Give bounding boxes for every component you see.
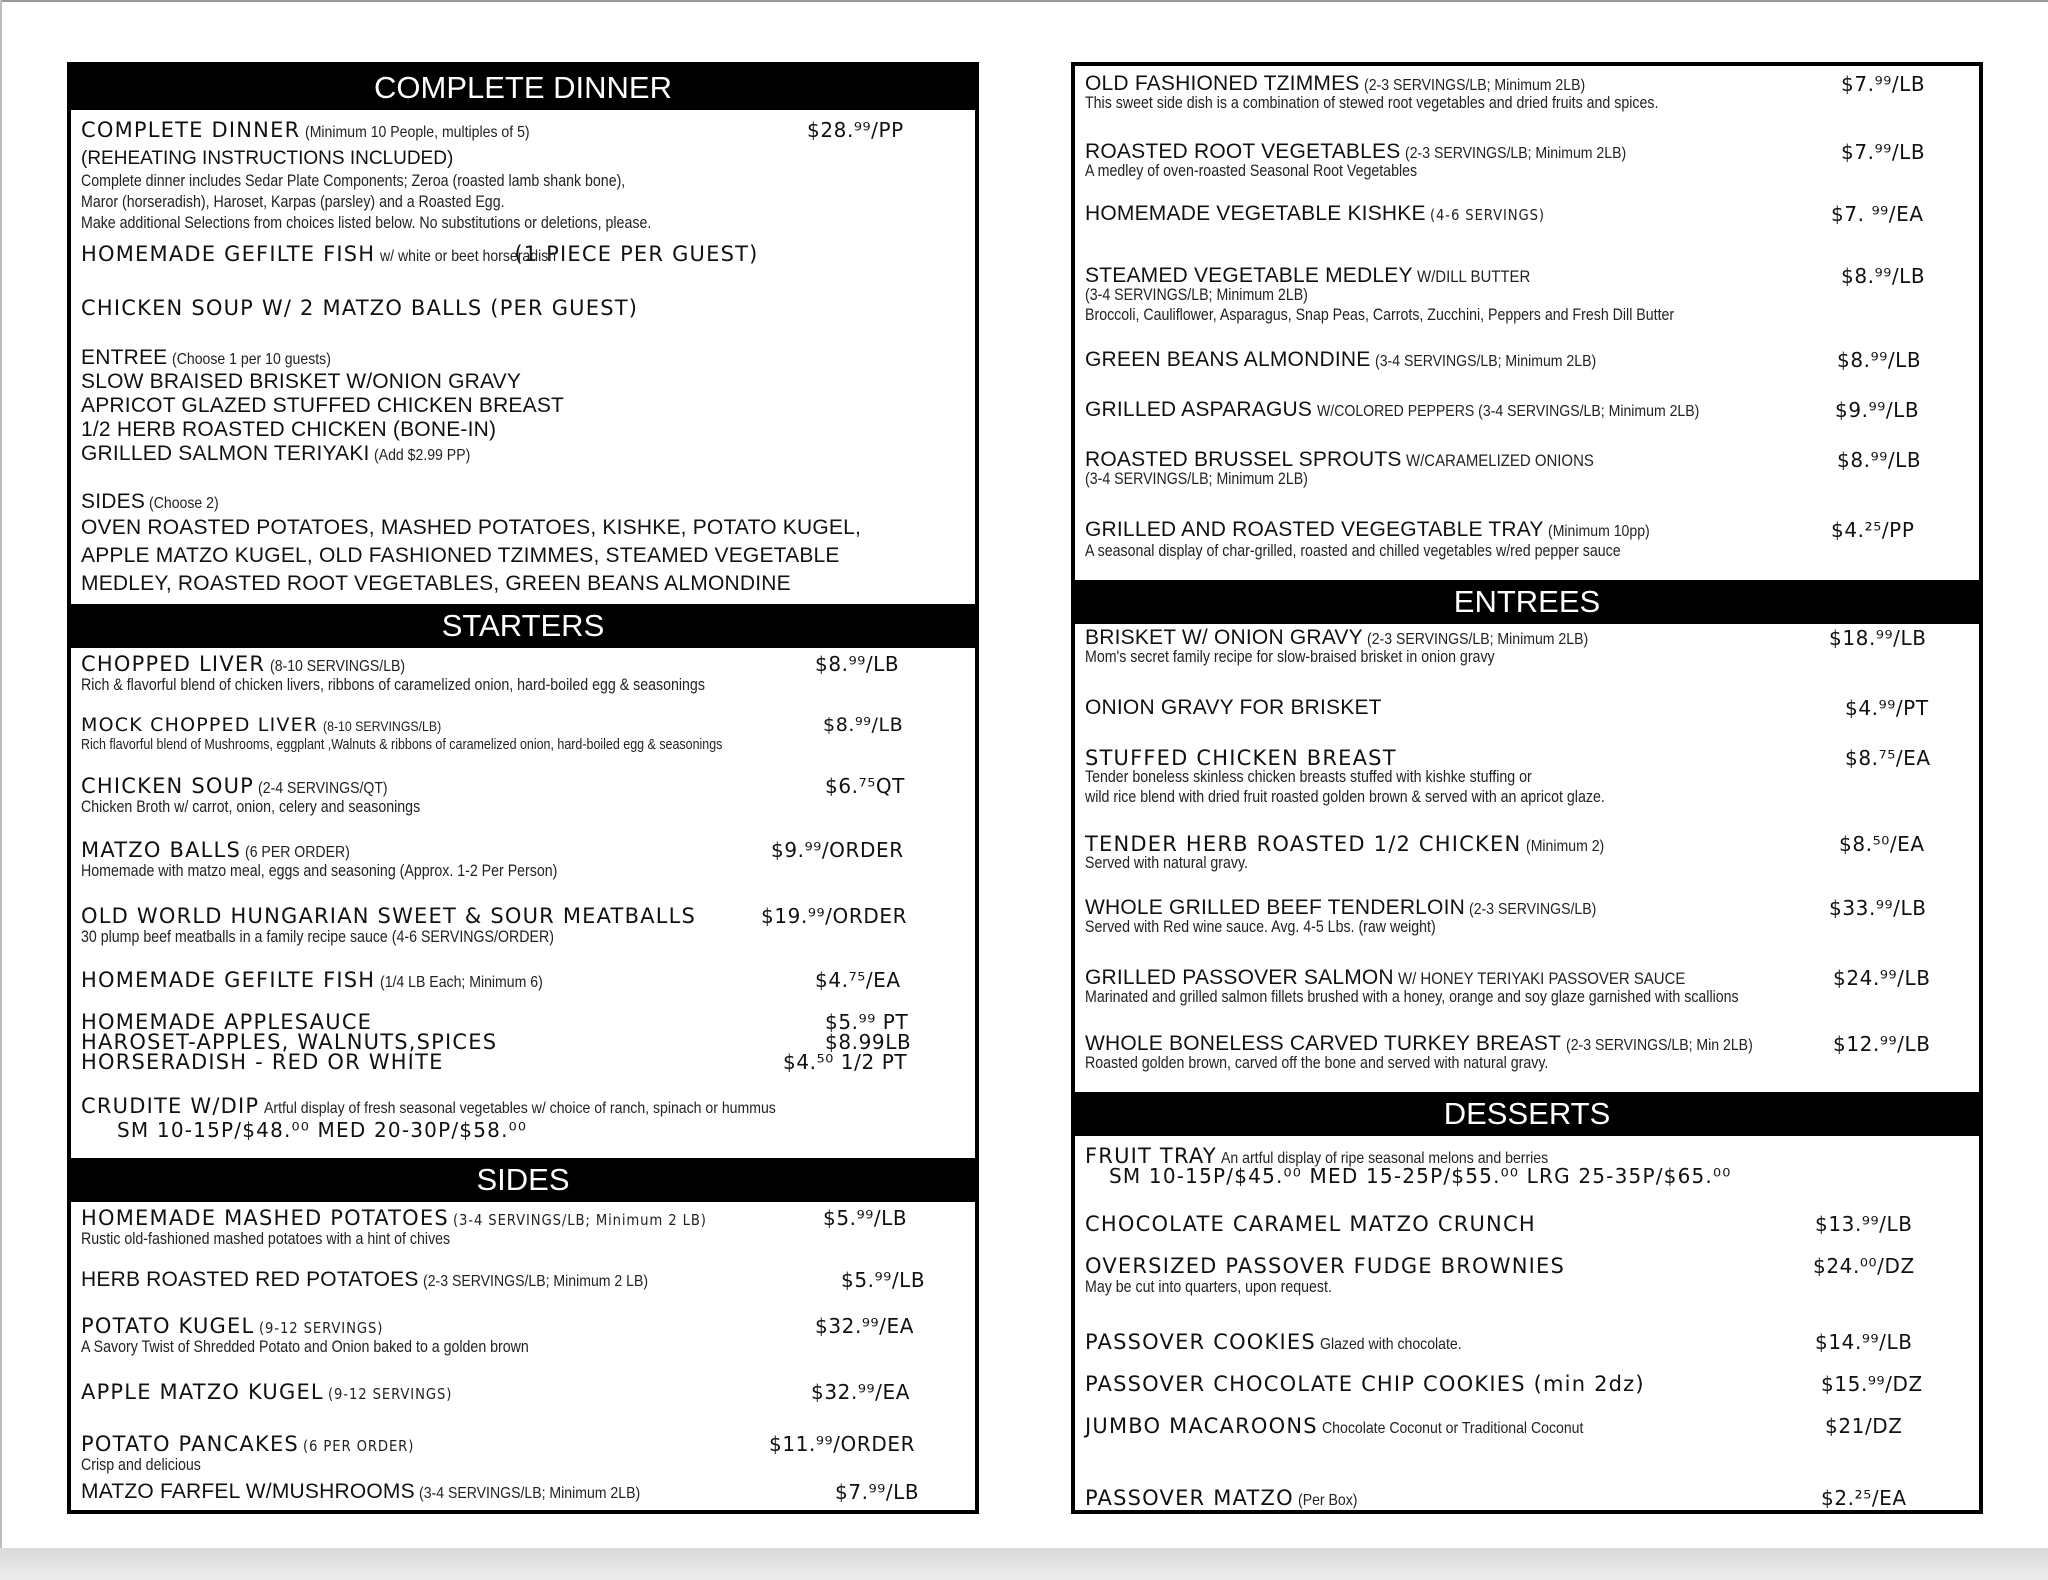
item-desc: Mom's secret family recipe for slow-braised brisket in onion gravy bbox=[1085, 648, 1495, 666]
item-name: HAROSET-APPLES, WALNUTS,SPICES bbox=[81, 1030, 498, 1054]
item-price: $21/DZ bbox=[1825, 1414, 1903, 1438]
complete-dinner-title: COMPLETE DINNER bbox=[81, 118, 301, 142]
item-name: CHICKEN SOUP bbox=[81, 774, 255, 798]
item-note: An artful display of ripe seasonal melons and berries bbox=[1221, 1150, 1549, 1167]
desserts-header: DESSERTS bbox=[1075, 1092, 1979, 1136]
item-price: $4.²⁵/PP bbox=[1831, 518, 1915, 542]
item-note: (1/4 LB Each; Minimum 6) bbox=[379, 974, 543, 991]
item-price: $7.⁹⁹/LB bbox=[835, 1480, 920, 1504]
item-price: $12.⁹⁹/LB bbox=[1833, 1032, 1931, 1056]
item-note: (Per Box) bbox=[1298, 1492, 1358, 1509]
item-price: $9.⁹⁹/LB bbox=[1835, 398, 1920, 422]
item-sizes: SM 10-15P/$45.⁰⁰ MED 15-25P/$55.⁰⁰ LRG 25-35P/$65.⁰⁰ bbox=[1109, 1164, 1732, 1188]
item-name: APPLE MATZO KUGEL bbox=[81, 1380, 324, 1404]
item-note: (2-3 SERVINGS/LB; Minimum 2LB) bbox=[1367, 631, 1589, 648]
cd-entree-3: 1/2 HERB ROASTED CHICKEN (BONE-IN) bbox=[81, 418, 497, 441]
cd-entree-label: ENTREE bbox=[81, 346, 168, 369]
item-note: (8-10 SERVINGS/LB) bbox=[322, 718, 441, 734]
cd-gefilte-name: HOMEMADE GEFILTE FISH bbox=[81, 242, 376, 266]
item-price: $8.99LB bbox=[825, 1030, 912, 1054]
item-desc: (3-4 SERVINGS/LB; Minimum 2LB) bbox=[1085, 286, 1308, 304]
item-note: W/COLORED PEPPERS (3-4 SERVINGS/LB; Minimum 2LB) bbox=[1316, 403, 1699, 420]
item-desc: May be cut into quarters, upon request. bbox=[1085, 1278, 1332, 1296]
item-note: (8-10 SERVINGS/LB) bbox=[269, 658, 405, 675]
item-desc: Served with Red wine sauce. Avg. 4-5 Lbs. (raw weight) bbox=[1085, 918, 1436, 936]
item-desc: (3-4 SERVINGS/LB; Minimum 2LB) bbox=[1085, 470, 1308, 488]
item-price: $18.⁹⁹/LB bbox=[1829, 626, 1927, 650]
item-note: (4-6 SERVINGS) bbox=[1430, 206, 1546, 224]
item-name: HERB ROASTED RED POTATOES bbox=[81, 1268, 419, 1291]
item-name: ONION GRAVY FOR BRISKET bbox=[1085, 696, 1382, 719]
item-name: CHOCOLATE CARAMEL MATZO CRUNCH bbox=[1085, 1212, 1536, 1236]
cd-entree-note: (Choose 1 per 10 guests) bbox=[171, 351, 331, 368]
item-name: POTATO PANCAKES bbox=[81, 1432, 299, 1456]
item-note: Chocolate Coconut or Traditional Coconut bbox=[1322, 1420, 1584, 1437]
item-price: $8.⁹⁹/LB bbox=[1841, 264, 1926, 288]
item-price: $8.⁷⁵/EA bbox=[1845, 746, 1931, 770]
complete-dinner-header: COMPLETE DINNER bbox=[71, 66, 975, 110]
item-note: (6 PER ORDER) bbox=[245, 844, 351, 861]
item-note: W/CARAMELIZED ONIONS bbox=[1406, 451, 1594, 470]
item-price: $8.⁹⁹/LB bbox=[815, 652, 900, 676]
item-name: TENDER HERB ROASTED 1/2 CHICKEN bbox=[1085, 832, 1522, 856]
item-price: $4.⁵⁰ 1/2 PT bbox=[783, 1050, 908, 1074]
item-name: MATZO BALLS bbox=[81, 838, 241, 862]
cd-entree-1: SLOW BRAISED BRISKET W/ONION GRAVY bbox=[81, 370, 522, 393]
item-name: HOMEMADE VEGETABLE KISHKE bbox=[1085, 202, 1426, 225]
item-name: BRISKET W/ ONION GRAVY bbox=[1085, 626, 1363, 649]
item-name: GRILLED AND ROASTED VEGEGTABLE TRAY bbox=[1085, 518, 1544, 541]
item-desc: Served with natural gravy. bbox=[1085, 854, 1249, 872]
complete-dinner-desc-3: Make additional Selections from choices listed below. No substitutions or deletions, please. bbox=[81, 214, 652, 232]
item-price: $5.⁹⁹ PT bbox=[825, 1010, 909, 1034]
item-price: $8.⁵⁰/EA bbox=[1839, 832, 1925, 856]
item-note: W/ HONEY TERIYAKI PASSOVER SAUCE bbox=[1398, 969, 1686, 988]
item-desc: 30 plump beef meatballs in a family recipe sauce (4-6 SERVINGS/ORDER) bbox=[81, 928, 554, 946]
window-top-edge bbox=[0, 0, 2048, 2]
item-note: W/DILL BUTTER bbox=[1417, 267, 1531, 286]
item-name: MATZO FARFEL W/MUSHROOMS bbox=[81, 1480, 415, 1503]
item-price: $8.⁹⁹/LB bbox=[1837, 348, 1922, 372]
entrees-header: ENTREES bbox=[1075, 580, 1979, 624]
complete-dinner-price: $28.⁹⁹/PP bbox=[807, 118, 904, 142]
item-desc-2: Broccoli, Cauliflower, Asparagus, Snap Peas, Carrots, Zucchini, Peppers and Fresh Dill Butter bbox=[1085, 306, 1675, 324]
complete-dinner-desc-1: Complete dinner includes Sedar Plate Components; Zeroa (roasted lamb shank bone), bbox=[81, 172, 626, 190]
cd-sides-3: MEDLEY, ROASTED ROOT VEGETABLES, GREEN BEANS ALMONDINE bbox=[81, 572, 791, 595]
item-desc: Chicken Broth w/ carrot, onion, celery and seasonings bbox=[81, 798, 421, 816]
cd-sides-1: OVEN ROASTED POTATOES, MASHED POTATOES, KISHKE, POTATO KUGEL, bbox=[81, 516, 862, 539]
item-price: $24.⁰⁰/DZ bbox=[1813, 1254, 1915, 1278]
menu-right-column bbox=[1071, 62, 1983, 1514]
item-name: MOCK CHOPPED LIVER bbox=[81, 714, 319, 736]
cd-entree-4: GRILLED SALMON TERIYAKI bbox=[81, 442, 370, 465]
item-price: $9.⁹⁹/ORDER bbox=[771, 838, 904, 862]
item-price: $8.⁹⁹/LB bbox=[823, 714, 904, 736]
item-name: HOMEMADE MASHED POTATOES bbox=[81, 1206, 449, 1230]
item-desc-2: wild rice blend with dried fruit roasted golden brown & served with an apricot glaze. bbox=[1085, 788, 1605, 806]
item-note: (2-3 SERVINGS/LB; Min 2LB) bbox=[1565, 1037, 1753, 1054]
item-name: GRILLED ASPARAGUS bbox=[1085, 398, 1313, 421]
item-name: OLD WORLD HUNGARIAN SWEET & SOUR MEATBALLS bbox=[81, 904, 697, 928]
item-price: $32.⁹⁹/EA bbox=[811, 1380, 911, 1404]
item-price: $5.⁹⁹/LB bbox=[841, 1268, 926, 1292]
item-desc: Homemade with matzo meal, eggs and seasoning (Approx. 1-2 Per Person) bbox=[81, 862, 558, 880]
item-note: (2-3 SERVINGS/LB; Minimum 2LB) bbox=[1363, 77, 1586, 94]
item-note: (Minimum 2) bbox=[1525, 838, 1605, 855]
cd-soup-name: CHICKEN SOUP W/ 2 MATZO BALLS (PER GUEST) bbox=[81, 296, 639, 320]
item-note: (3-4 SERVINGS/LB; Minimum 2LB) bbox=[419, 1485, 641, 1502]
complete-dinner-note: (Minimum 10 People, multiples of 5) bbox=[304, 124, 530, 141]
item-name: FRUIT TRAY bbox=[1085, 1144, 1217, 1168]
complete-dinner-desc-2: Maror (horseradish), Haroset, Karpas (parsley) and a Roasted Egg. bbox=[81, 193, 505, 211]
cd-salmon-note: (Add $2.99 PP) bbox=[374, 447, 471, 464]
item-desc: Rich flavorful blend of Mushrooms, eggplant ,Walnuts & ribbons of caramelized onion, hard-boiled egg & seasonings bbox=[81, 737, 723, 753]
item-name: ROASTED ROOT VEGETABLES bbox=[1085, 140, 1401, 163]
item-price: $7.⁹⁹/LB bbox=[1841, 140, 1926, 164]
item-note: (2-4 SERVINGS/QT) bbox=[258, 780, 389, 797]
item-name: HORSERADISH - RED OR WHITE bbox=[81, 1050, 444, 1074]
reheat-text: (REHEATING INSTRUCTIONS INCLUDED) bbox=[81, 148, 454, 169]
item-desc: Rich & flavorful blend of chicken livers, ribbons of caramelized onion, hard-boiled egg & seasonings bbox=[81, 676, 705, 694]
item-name: STUFFED CHICKEN BREAST bbox=[1085, 746, 1397, 770]
item-name: GRILLED PASSOVER SALMON bbox=[1085, 966, 1394, 989]
item-name: JUMBO MACAROONS bbox=[1085, 1414, 1318, 1438]
item-desc: Marinated and grilled salmon fillets brushed with a honey, orange and soy glaze garnished with scallions bbox=[1085, 988, 1739, 1006]
item-desc: Tender boneless skinless chicken breasts stuffed with kishke stuffing or bbox=[1085, 768, 1532, 786]
item-note: Artful display of fresh seasonal vegetables w/ choice of ranch, spinach or hummus bbox=[263, 1100, 776, 1117]
item-name: ROASTED BRUSSEL SPROUTS bbox=[1085, 448, 1402, 471]
item-price: $19.⁹⁹/ORDER bbox=[761, 904, 908, 928]
window-left-edge bbox=[0, 0, 2, 1580]
item-price: $32.⁹⁹/EA bbox=[815, 1314, 915, 1338]
item-price: $15.⁹⁹/DZ bbox=[1821, 1372, 1923, 1396]
menu-left-column bbox=[67, 62, 979, 1514]
item-name: WHOLE GRILLED BEEF TENDERLOIN bbox=[1085, 896, 1465, 919]
item-price: $4.⁹⁹/PT bbox=[1845, 696, 1929, 720]
item-name: STEAMED VEGETABLE MEDLEY bbox=[1085, 264, 1413, 287]
item-name: PASSOVER CHOCOLATE CHIP COOKIES (min 2dz) bbox=[1085, 1372, 1645, 1396]
item-desc: Crisp and delicious bbox=[81, 1456, 201, 1474]
item-name: OVERSIZED PASSOVER FUDGE BROWNIES bbox=[1085, 1254, 1566, 1278]
item-price: $5.⁹⁹/LB bbox=[823, 1206, 908, 1230]
item-name: CRUDITE W/DIP bbox=[81, 1094, 260, 1118]
item-note: Glazed with chocolate. bbox=[1320, 1336, 1463, 1353]
item-desc: Roasted golden brown, carved off the bone and served with natural gravy. bbox=[1085, 1054, 1549, 1072]
item-price: $7.⁹⁹/LB bbox=[1841, 72, 1926, 96]
item-desc: Rustic old-fashioned mashed potatoes with a hint of chives bbox=[81, 1230, 451, 1248]
item-name: POTATO KUGEL bbox=[81, 1314, 255, 1338]
item-price: $24.⁹⁹/LB bbox=[1833, 966, 1931, 990]
item-name: PASSOVER COOKIES bbox=[1085, 1330, 1316, 1354]
item-note: (9-12 SERVINGS) bbox=[258, 1319, 384, 1337]
item-note: (2-3 SERVINGS/LB) bbox=[1469, 901, 1597, 918]
item-name: GREEN BEANS ALMONDINE bbox=[1085, 348, 1371, 371]
cd-gefilte-tail: (1 PIECE PER GUEST) bbox=[514, 242, 759, 266]
item-note: (6 PER ORDER) bbox=[303, 1437, 415, 1455]
item-note: (3-4 SERVINGS/LB; Minimum 2LB) bbox=[1374, 353, 1597, 370]
item-price: $4.⁷⁵/EA bbox=[815, 968, 901, 992]
item-name: HOMEMADE GEFILTE FISH bbox=[81, 968, 376, 992]
item-name: OLD FASHIONED TZIMMES bbox=[1085, 72, 1360, 95]
window-bottom-bar bbox=[0, 1548, 2048, 1580]
item-price: $2.²⁵/EA bbox=[1821, 1486, 1907, 1510]
item-name: CHOPPED LIVER bbox=[81, 652, 266, 676]
item-price: $14.⁹⁹/LB bbox=[1815, 1330, 1913, 1354]
cd-gefilte-note: w/ white or beet horseradish bbox=[379, 248, 556, 265]
cd-sides-note: (Choose 2) bbox=[149, 495, 220, 512]
item-desc: A seasonal display of char-grilled, roasted and chilled vegetables w/red pepper sauce bbox=[1085, 542, 1621, 560]
item-price: $6.⁷⁵QT bbox=[825, 774, 906, 798]
item-note: (3-4 SERVINGS/LB; Minimum 2 LB) bbox=[453, 1211, 708, 1229]
item-note: (2-3 SERVINGS/LB; Minimum 2LB) bbox=[1404, 145, 1627, 162]
item-desc: A Savory Twist of Shredded Potato and Onion baked to a golden brown bbox=[81, 1338, 529, 1356]
cd-entree-2: APRICOT GLAZED STUFFED CHICKEN BREAST bbox=[81, 394, 565, 417]
item-price: $33.⁹⁹/LB bbox=[1829, 896, 1927, 920]
item-price: $7. ⁹⁹/EA bbox=[1831, 202, 1924, 226]
item-name: PASSOVER MATZO bbox=[1085, 1486, 1294, 1510]
item-desc: A medley of oven-roasted Seasonal Root Vegetables bbox=[1085, 162, 1418, 180]
cd-sides-2: APPLE MATZO KUGEL, OLD FASHIONED TZIMMES, STEAMED VEGETABLE bbox=[81, 544, 840, 567]
cd-sides-label: SIDES bbox=[81, 490, 146, 513]
item-price: $8.⁹⁹/LB bbox=[1837, 448, 1922, 472]
item-name: WHOLE BONELESS CARVED TURKEY BREAST bbox=[1085, 1032, 1562, 1055]
item-desc: This sweet side dish is a combination of stewed root vegetables and dried fruits and spices. bbox=[1085, 94, 1659, 112]
item-sizes: SM 10-15P/$48.⁰⁰ MED 20-30P/$58.⁰⁰ bbox=[117, 1118, 528, 1142]
item-note: (Minimum 10pp) bbox=[1548, 523, 1650, 540]
starters-header: STARTERS bbox=[71, 604, 975, 648]
item-note: (2-3 SERVINGS/LB; Minimum 2 LB) bbox=[423, 1273, 649, 1290]
sides-header: SIDES bbox=[71, 1158, 975, 1202]
item-price: $11.⁹⁹/ORDER bbox=[769, 1432, 916, 1456]
item-note: (9-12 SERVINGS) bbox=[328, 1385, 453, 1403]
item-price: $13.⁹⁹/LB bbox=[1815, 1212, 1913, 1236]
item-name: HOMEMADE APPLESAUCE bbox=[81, 1010, 373, 1034]
